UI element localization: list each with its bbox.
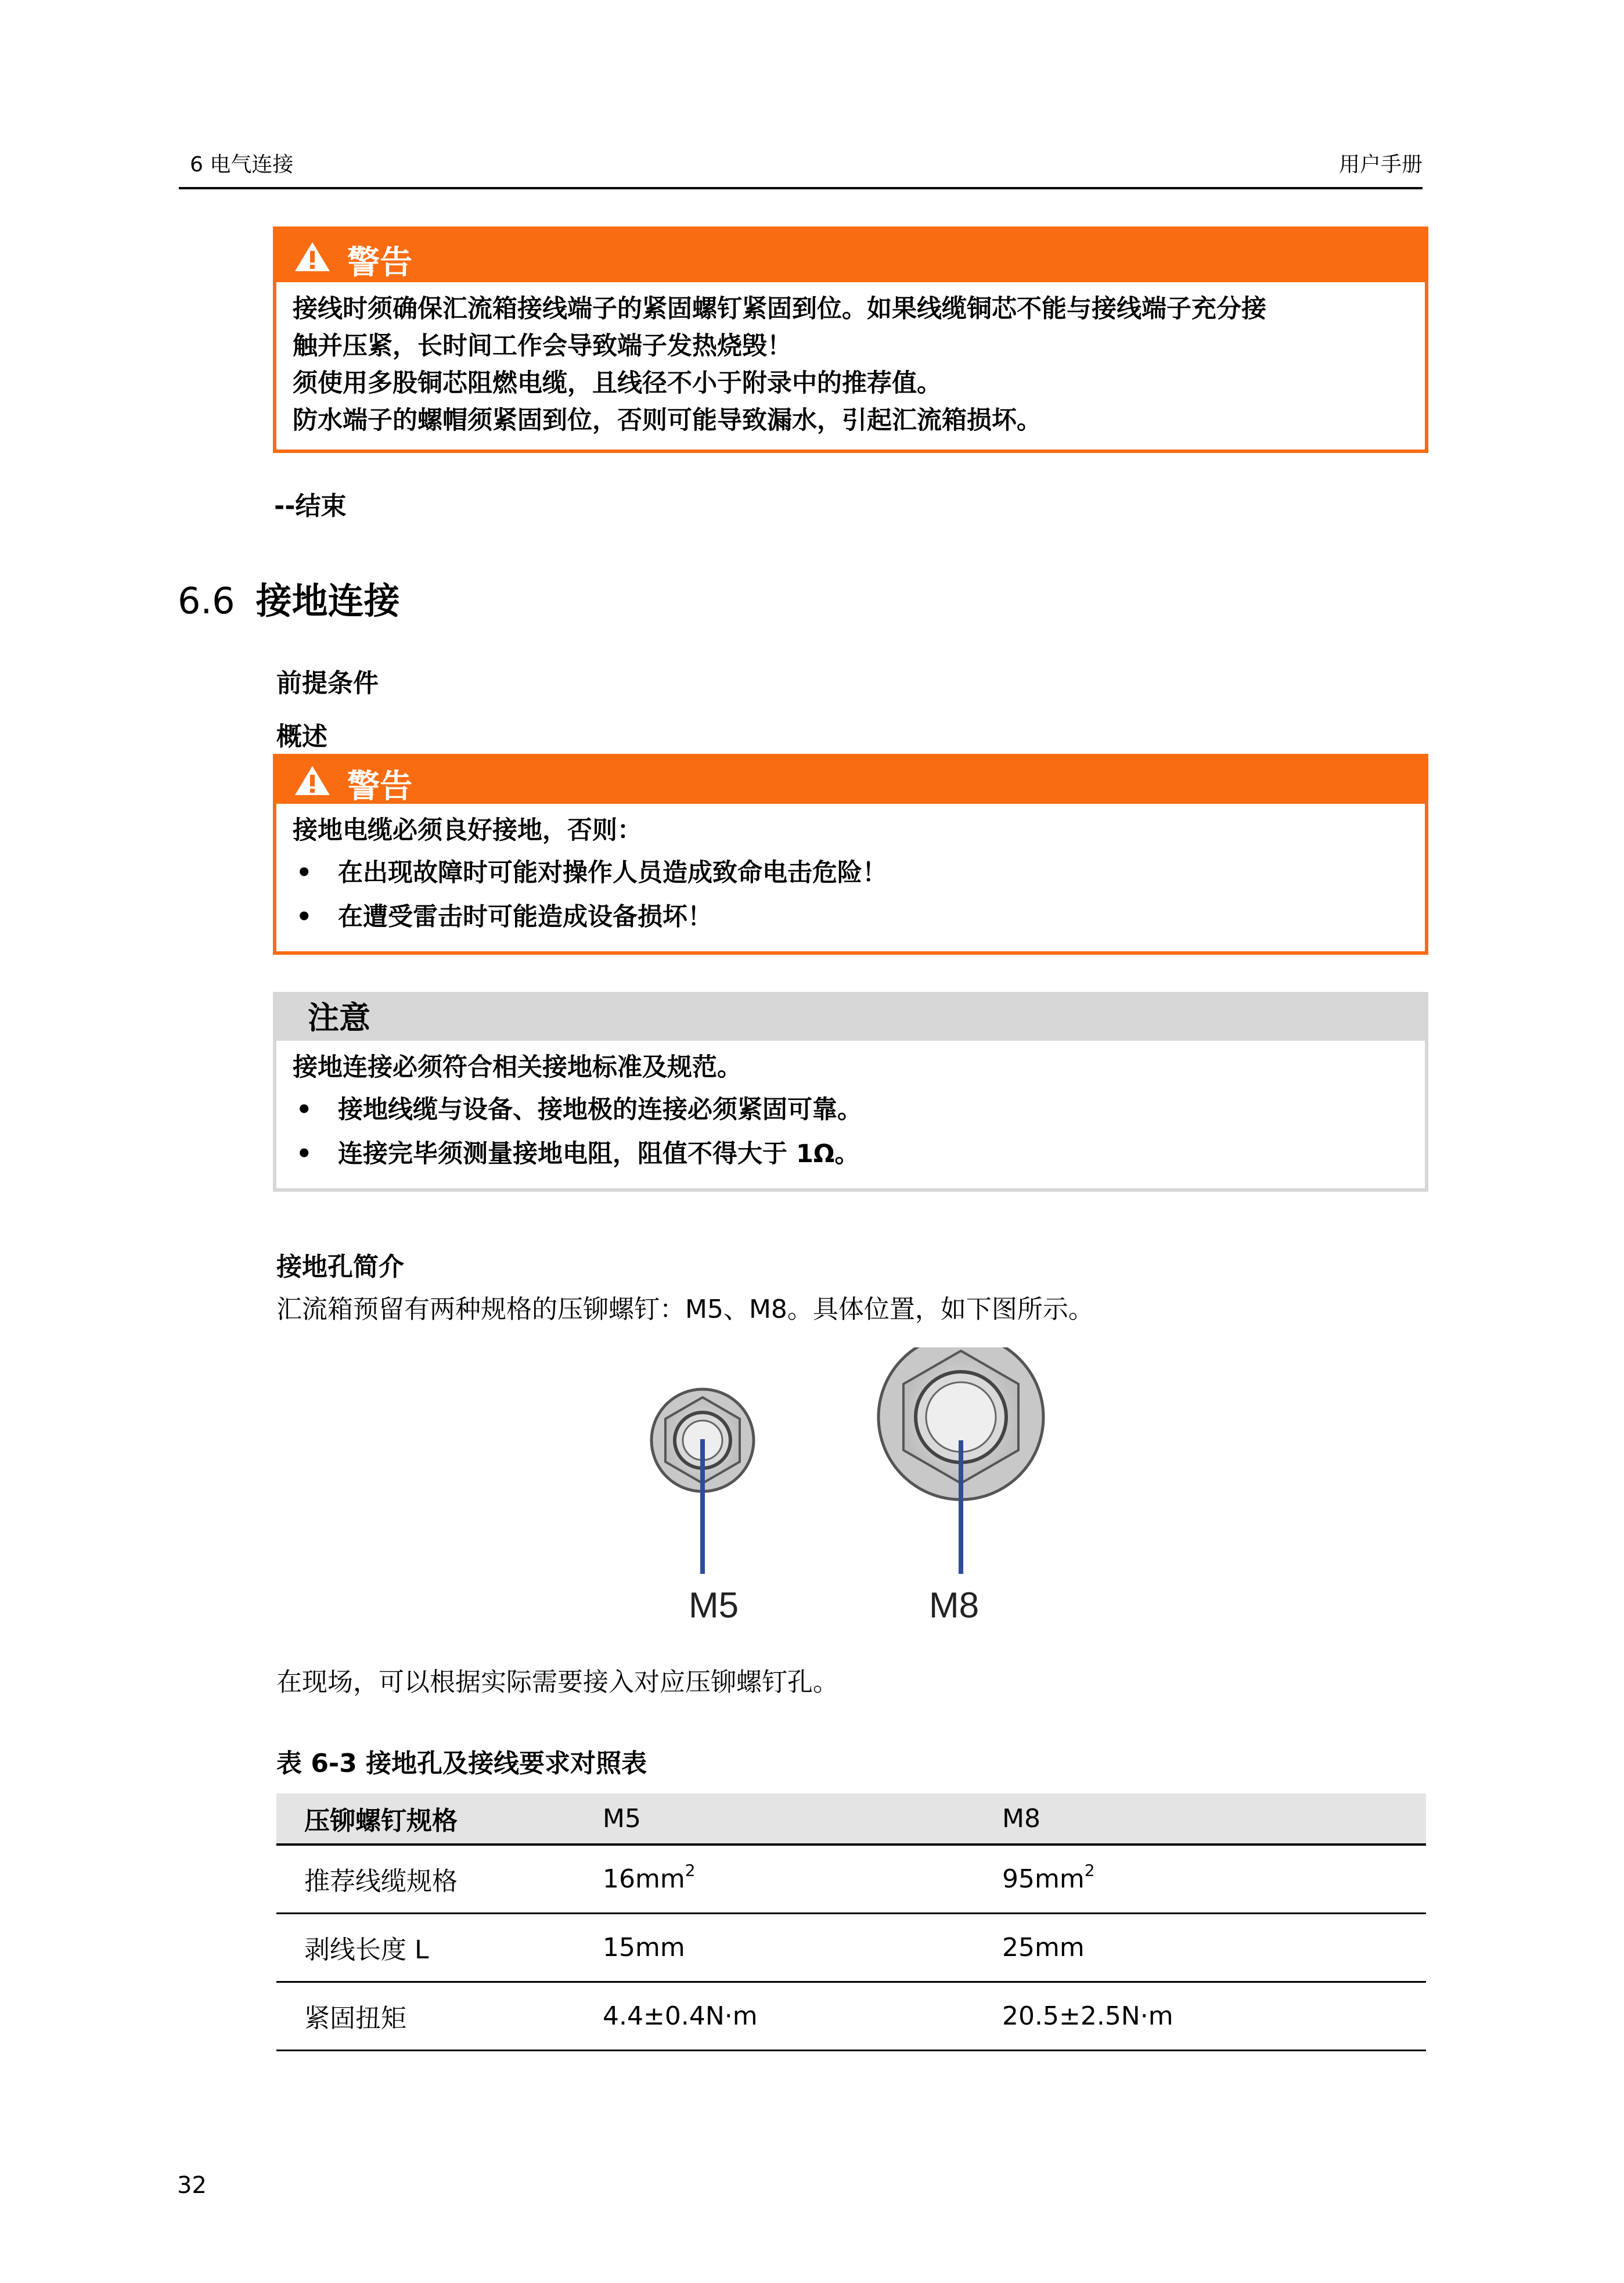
section-number: 6.6 [178, 580, 235, 622]
warning-intro: 接地电缆必须良好接地，否则： [293, 816, 642, 845]
header-divider [179, 187, 1423, 189]
field-instruction-text: 在现场，可以根据实际需要接入对应压铆螺钉孔。 [276, 1667, 838, 1697]
warning-bullet: • 在出现故障时可能对操作人员造成致命电击危险！ [296, 858, 887, 887]
note-box [273, 992, 1428, 1192]
table-header-cell: M8 [974, 1793, 1426, 1845]
overview-heading: 概述 [276, 722, 327, 752]
note-body [276, 1041, 1425, 1188]
end-marker: --结束 [274, 491, 347, 521]
warning-box-grounding [273, 754, 1428, 955]
warning-body [276, 804, 1425, 951]
warning-triangle-icon [294, 764, 331, 797]
table-cell: 剥线长度 L [276, 1913, 575, 1982]
table-header-cell: 压铆螺钉规格 [276, 1793, 575, 1845]
warning-header [276, 757, 1425, 804]
note-intro: 接地连接必须符合相关接地标准及规范。 [293, 1053, 742, 1082]
warning-title: 警告 [347, 768, 412, 806]
header-chapter: 6 电气连接 [190, 153, 294, 177]
warning-line: 接线时须确保汇流箱接线端子的紧固螺钉紧固到位。如果线缆铜芯不能与接线端子充分接 [293, 294, 1266, 323]
note-bullet: • 接地线缆与设备、接地极的连接必须紧固可靠。 [296, 1095, 862, 1124]
table-header-cell: M5 [575, 1793, 974, 1845]
prerequisites-heading: 前提条件 [276, 668, 379, 698]
table-cell: 20.5±2.5N·m [974, 1982, 1426, 2050]
table-row [276, 1913, 1426, 1982]
warning-header [276, 230, 1425, 282]
m8-label: M8 [929, 1585, 980, 1626]
warning-line: 触并压紧，长时间工作会导致端子发热烧毁！ [293, 332, 792, 361]
table-cell: $16mm^2$ [575, 1845, 974, 1913]
warning-title: 警告 [347, 244, 412, 282]
warning-triangle-icon [294, 240, 331, 273]
grounding-hole-heading: 接地孔简介 [276, 1252, 404, 1282]
section-heading [178, 572, 400, 624]
grounding-screws-figure [627, 1347, 1068, 1649]
page-number: 32 [177, 2172, 207, 2199]
table-cell: $95mm^2$ [974, 1845, 1426, 1913]
note-title: 注意 [276, 995, 1425, 1041]
table-row [276, 1845, 1426, 1913]
warning-body [276, 282, 1425, 450]
table-cell: 紧固扭矩 [276, 1982, 575, 2050]
header-manual-title: 用户手册 [1338, 153, 1423, 177]
note-bullet: • 连接完毕须测量接地电阻，阻值不得大于 1Ω。 [296, 1139, 860, 1169]
table-cell: 15mm [575, 1913, 974, 1982]
warning-line: 须使用多股铜芯阻燃电缆，且线径不小于附录中的推荐值。 [293, 369, 942, 398]
grounding-spec-table [276, 1793, 1426, 2051]
table-cell: 25mm [974, 1913, 1426, 1982]
section-title: 接地连接 [255, 580, 400, 622]
grounding-hole-text: 汇流箱预留有两种规格的压铆螺钉：M5、M8。具体位置，如下图所示。 [276, 1295, 1094, 1324]
m5-label: M5 [689, 1585, 739, 1626]
table-cell: 推荐线缆规格 [276, 1845, 575, 1913]
table-caption: 表 6-3 接地孔及接线要求对照表 [276, 1749, 647, 1778]
table-row [276, 1982, 1426, 2050]
warning-box-wiring [273, 226, 1428, 453]
table-header-row [276, 1793, 1426, 1845]
warning-line: 防水端子的螺帽须紧固到位，否则可能导致漏水，引起汇流箱损坏。 [293, 406, 1042, 435]
warning-bullet: • 在遭受雷击时可能造成设备损坏！ [296, 903, 712, 932]
table-cell: 4.4±0.4N·m [575, 1982, 974, 2050]
